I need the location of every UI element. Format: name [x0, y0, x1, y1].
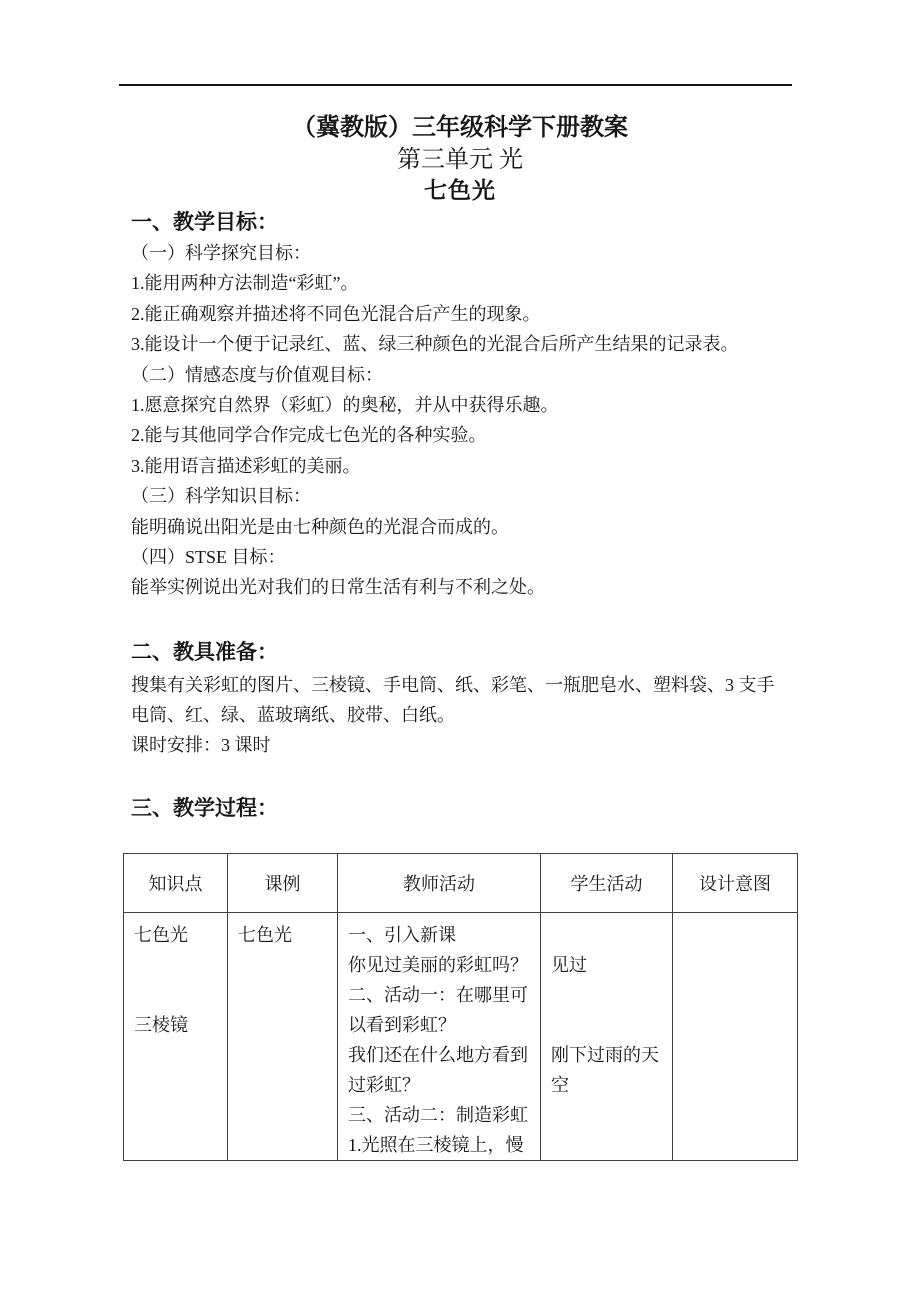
objectives-section — [131, 238, 803, 603]
section-heading-process: 三、教学过程： — [131, 796, 278, 820]
materials-line: 电筒、红、绿、蓝玻璃纸、胶带、白纸。 — [131, 705, 455, 725]
teacher-activity-line: 三、活动二：制造彩虹 — [348, 1105, 528, 1125]
table-row — [124, 913, 798, 1161]
design-intent-cell — [673, 913, 798, 1161]
lesson-title: 七色光 — [424, 177, 496, 203]
teacher-activity-line: 过彩虹？ — [348, 1075, 420, 1095]
student-activity-line — [551, 1010, 663, 1040]
objectives-line: 3.能设计一个便于记录红、蓝、绿三种颜色的光混合后所产生结果的记录表。 — [131, 334, 739, 355]
objectives-line: 能举实例说出光对我们的日常生活有利与不利之处。 — [131, 577, 545, 598]
table-header-lesson: 课例 — [228, 854, 338, 913]
table-header-student-activity: 学生活动 — [541, 854, 673, 913]
header-divider-rule — [119, 84, 792, 86]
objectives-line: 3.能用语言描述彩虹的美丽。 — [131, 455, 361, 476]
objectives-line: 1.愿意探究自然界（彩虹）的奥秘，并从中获得乐趣。 — [131, 394, 559, 415]
student-activity-line — [551, 980, 663, 1010]
teacher-activity-line: 以看到彩虹？ — [348, 1015, 456, 1035]
student-activity-cell — [541, 913, 673, 1161]
teacher-activity-line: 1.光照在三棱镜上，慢 — [348, 1135, 524, 1155]
teacher-activity-line: 一、引入新课 — [348, 925, 456, 945]
lesson-cell — [228, 913, 338, 1161]
student-activity-line — [551, 920, 663, 950]
objectives-line: （三）科学知识目标： — [131, 486, 311, 507]
objectives-line: （四）STSE 目标： — [131, 546, 286, 567]
materials-section — [131, 670, 803, 760]
objectives-line: 2.能正确观察并描述将不同色光混合后产生的现象。 — [131, 303, 541, 324]
student-activity-line: 刚下过雨的天 — [551, 1045, 659, 1065]
knowledge-line — [134, 980, 218, 1010]
student-activity-line: 见过 — [551, 955, 587, 975]
table-header-teacher-activity: 教师活动 — [338, 854, 541, 913]
objectives-line: 1.能用两种方法制造“彩虹”。 — [131, 273, 359, 294]
document-series-title: （冀教版）三年级科学下册教案 — [292, 115, 628, 141]
teacher-activity-cell — [338, 913, 541, 1161]
materials-line: 课时安排：3 课时 — [131, 735, 271, 755]
lesson-line: 七色光 — [238, 925, 292, 945]
objectives-line: 2.能与其他同学合作完成七色光的各种实验。 — [131, 425, 487, 446]
objectives-line: 能明确说出阳光是由七种颜色的光混合而成的。 — [131, 516, 509, 537]
table-header-knowledge: 知识点 — [124, 854, 228, 913]
teacher-activity-line: 我们还在什么地方看到 — [348, 1045, 528, 1065]
knowledge-line: 三棱镜 — [134, 1015, 188, 1035]
student-activity-line: 空 — [551, 1075, 569, 1095]
knowledge-line: 七色光 — [134, 925, 188, 945]
knowledge-cell — [124, 913, 228, 1161]
section-heading-objectives: 一、教学目标： — [131, 210, 278, 234]
knowledge-line — [134, 950, 218, 980]
teacher-activity-line: 你见过美丽的彩虹吗？ — [348, 955, 528, 975]
materials-line: 搜集有关彩虹的图片、三棱镜、手电筒、纸、彩笔、一瓶肥皂水、塑料袋、3 支手 — [131, 675, 775, 695]
teacher-activity-line: 二、活动一：在哪里可 — [348, 985, 528, 1005]
table-header-row — [124, 854, 798, 913]
lesson-plan-table — [123, 853, 798, 1161]
objectives-line: （一）科学探究目标： — [131, 243, 311, 263]
objectives-line: （二）情感态度与价值观目标： — [131, 364, 383, 385]
section-heading-materials: 二、教具准备： — [131, 640, 278, 664]
table-header-design-intent: 设计意图 — [673, 854, 798, 913]
unit-title: 第三单元 光 — [397, 147, 523, 173]
